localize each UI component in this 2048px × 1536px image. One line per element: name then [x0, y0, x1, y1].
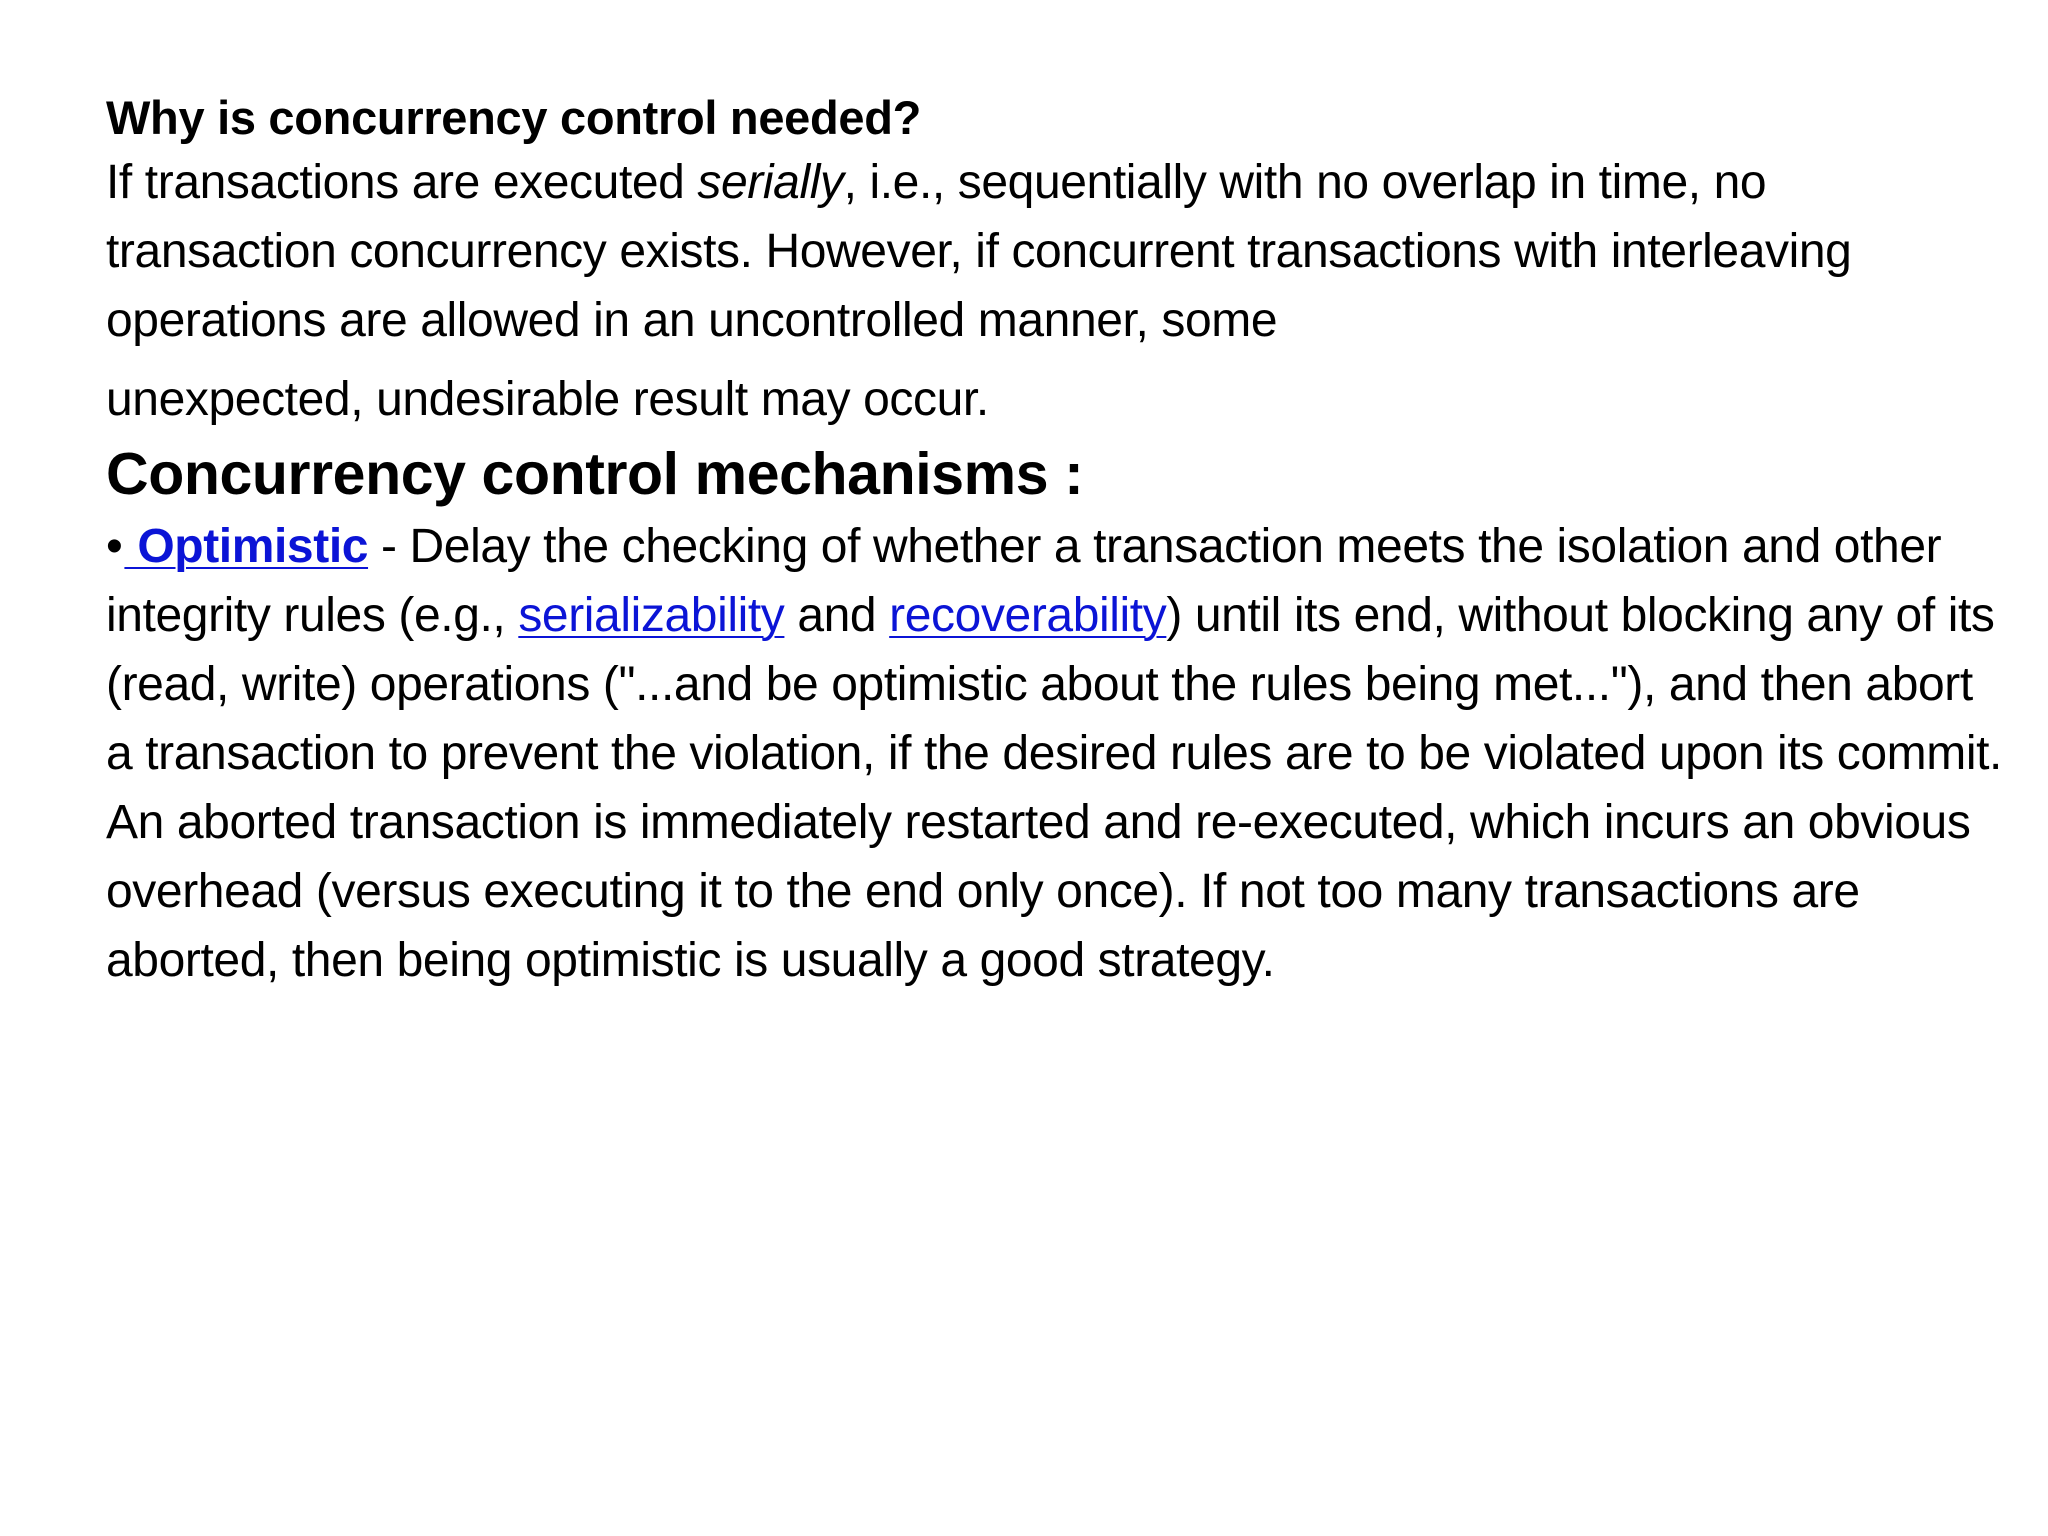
intro-text-start: If transactions are executed — [106, 156, 698, 209]
bullet-dot: • — [106, 520, 123, 573]
optimistic-text-a: - Delay the checking of whether a transaction meets the isolation and other integrity rules (e.g., — [106, 520, 1942, 642]
intro-text-middle: , i.e., sequentially with no overlap in time, no transaction concurrency exists. However, if concurrent transactions with interleaving operations are allowed in an uncontrolled manner, some — [106, 156, 1852, 347]
section-heading-mechanisms: Concurrency control mechanisms : — [106, 441, 1084, 507]
intro-paragraph — [106, 148, 2006, 434]
optimistic-text-c: ) until its end, without blocking any of its (read, write) operations ("...and be optimistic about the rules being met..."), and then abort a transaction to prevent the violation, if the desired rules are to be violated upon its commit. An aborted transaction is immediately restarted and re-executed, which incurs an obvious overhead (versus executing it to the end only once). If not too many transactions are aborted, then being optimistic is usually a good strategy. — [106, 589, 2002, 987]
optimistic-link[interactable]: Optimistic — [124, 520, 369, 573]
slide-content — [106, 88, 2006, 995]
serializability-link[interactable]: serializability — [518, 589, 785, 642]
optimistic-text-b: and — [784, 589, 890, 642]
optimistic-bullet — [106, 512, 2006, 995]
intro-text-end: unexpected, undesirable result may occur. — [106, 373, 989, 426]
recoverability-link[interactable]: recoverability — [889, 589, 1167, 642]
intro-italic-serially: serially — [697, 156, 844, 209]
section-heading-why: Why is concurrency control needed? — [106, 91, 922, 144]
